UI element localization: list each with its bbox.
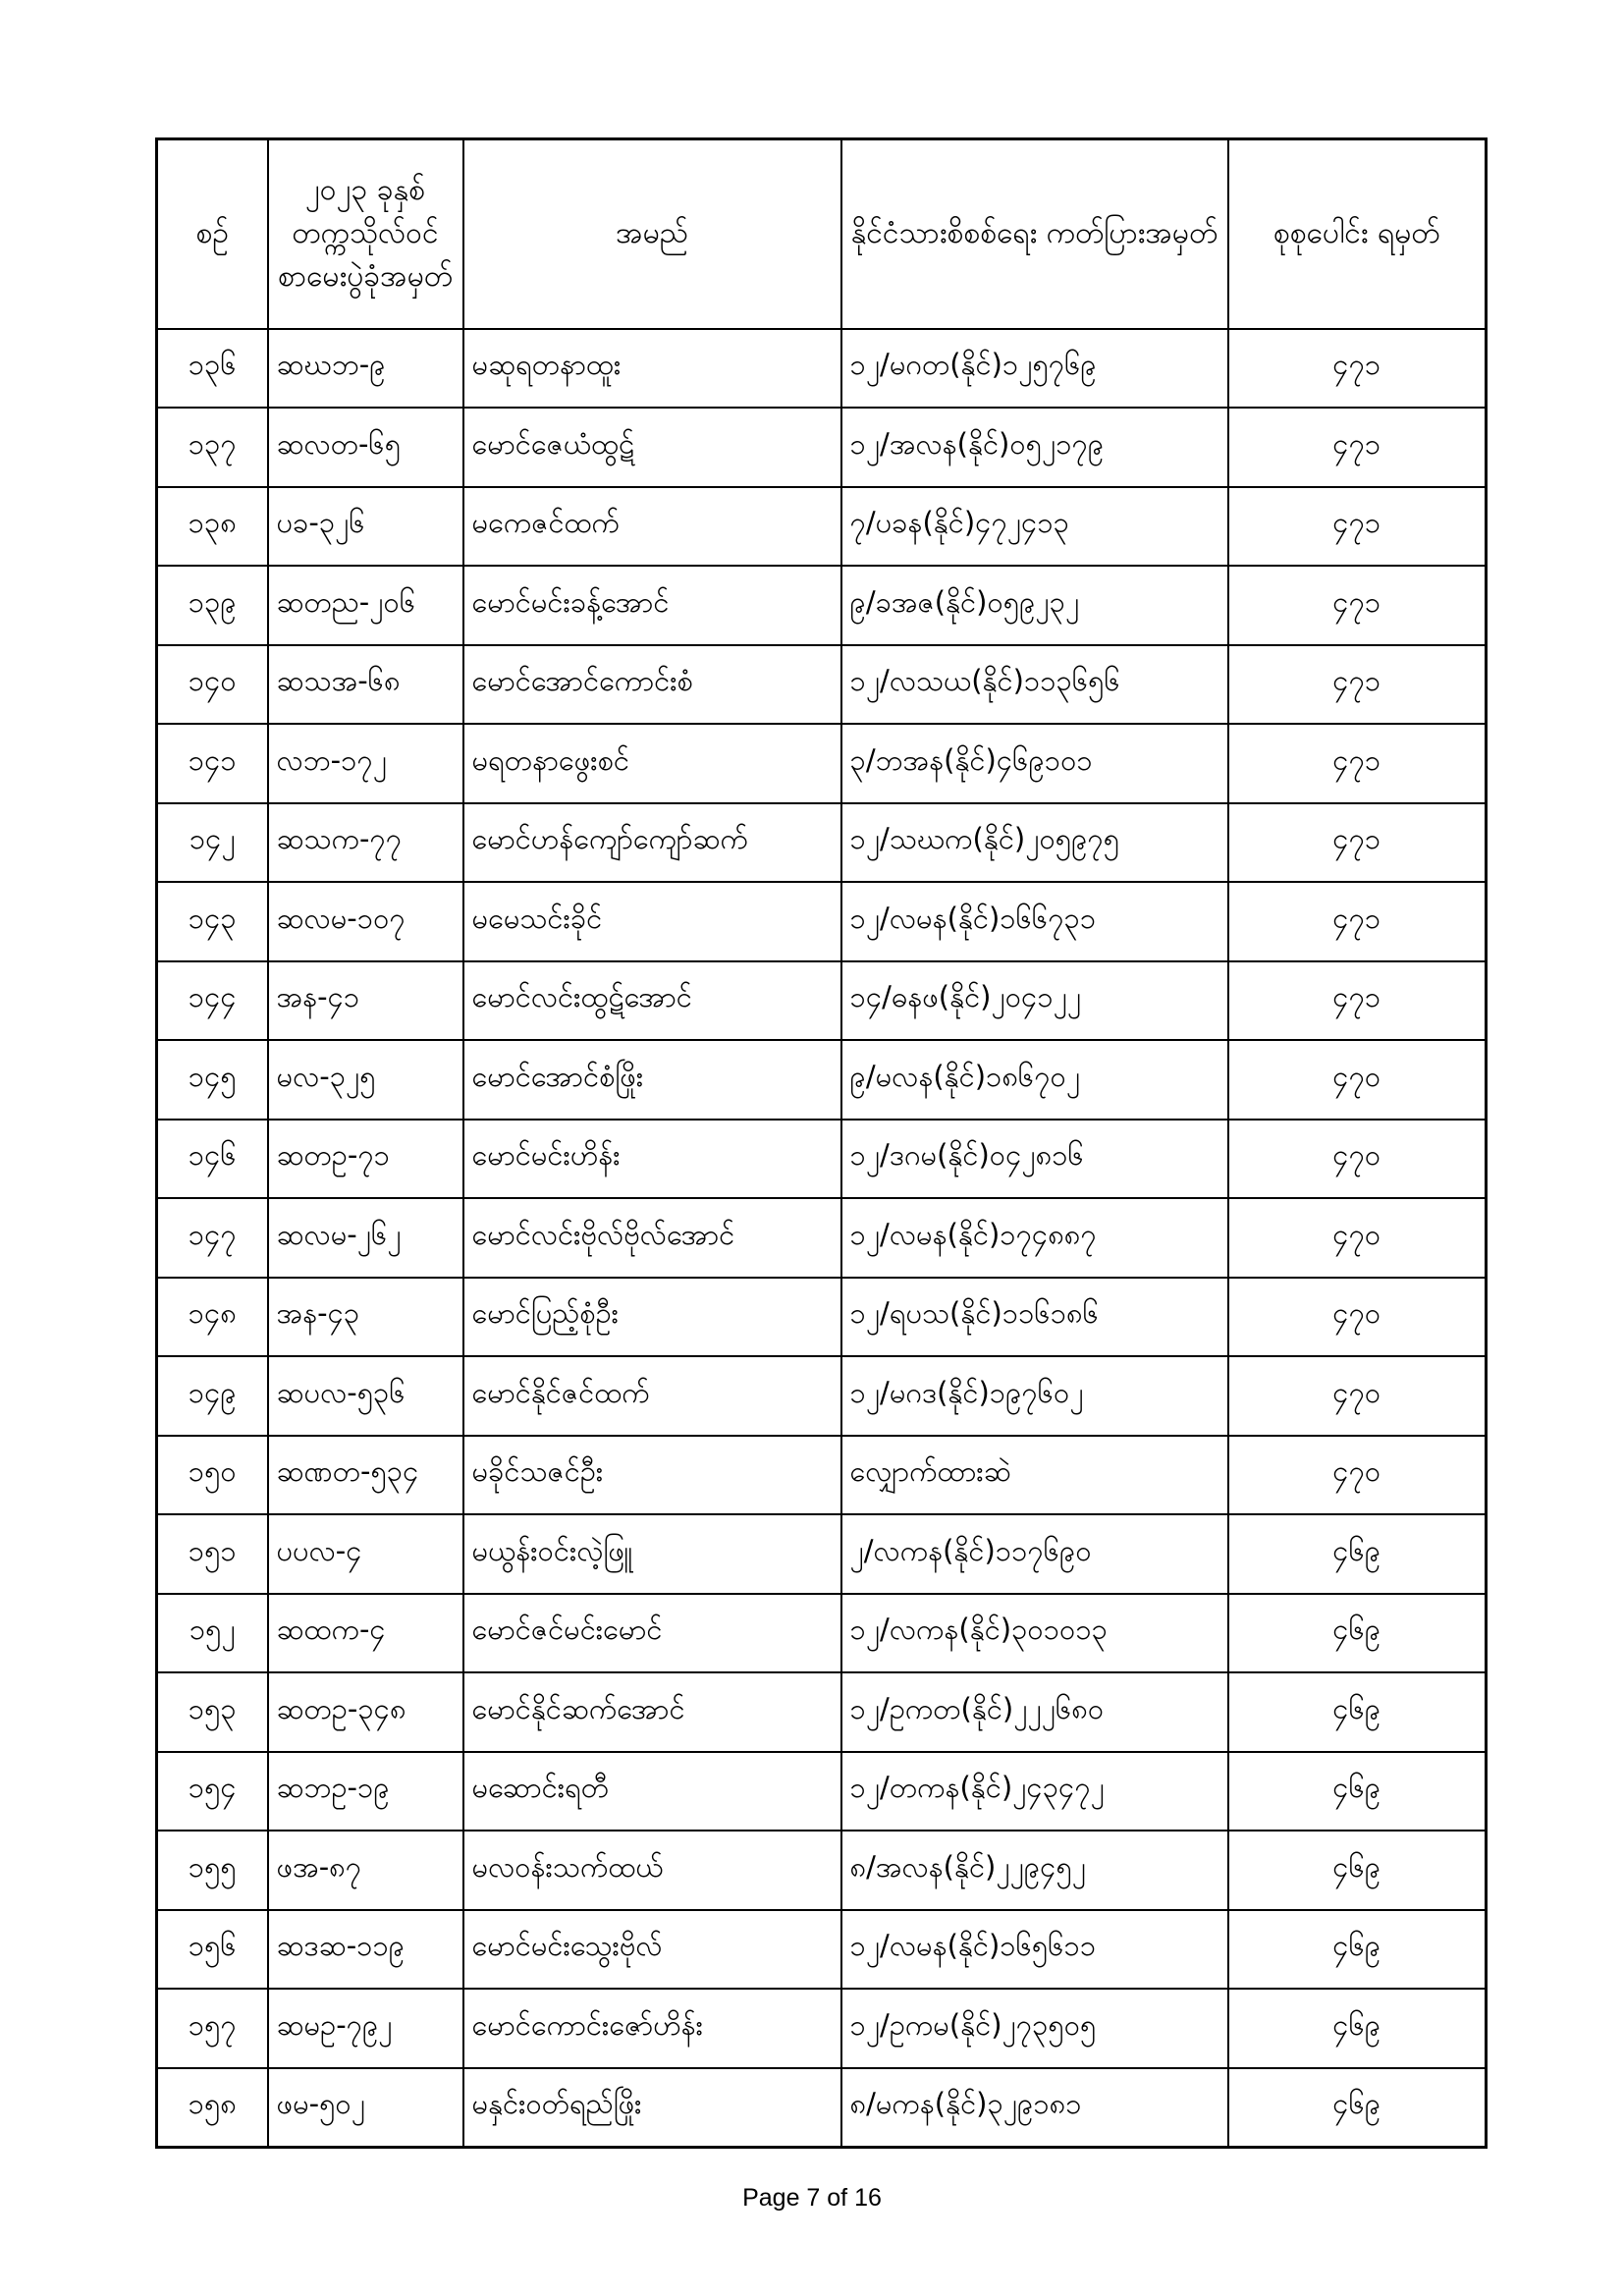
cell-serial-no: ၁၅၃ [157,1672,268,1752]
cell-nrc-no: ၁၂/လမန(နိုင်)၁၆၅၆၁၁ [841,1910,1228,1990]
cell-exam-roll-no: ဆလမ-၁၀၇ [268,882,463,961]
cell-nrc-no: ၈/အလန(နိုင်)၂၂၉၄၅၂ [841,1831,1228,1910]
cell-total-marks: ၄၇၁ [1228,724,1487,803]
header-nrc-no: နိုင်ငံသားစိစစ်ရေး ကတ်ပြားအမှတ် [841,139,1228,329]
cell-exam-roll-no: ဆထက-၄ [268,1594,463,1673]
header-serial-no: စဉ် [157,139,268,329]
cell-nrc-no: ၁၂/ဥကမ(နိုင်)၂၇၃၅၀၅ [841,1989,1228,2068]
cell-name: မောင်ဇင်မင်းမောင် [463,1594,841,1673]
cell-serial-no: ၁၄၅ [157,1040,268,1120]
table-row [157,1278,1487,1357]
cell-nrc-no: ၉/ခအဇ(နိုင်)၀၅၉၂၃၂ [841,566,1228,645]
table-row [157,2068,1487,2148]
page-number: Page 7 of 16 [742,2184,882,2212]
cell-nrc-no: ၈/မကန(နိုင်)၃၂၉၁၈၁ [841,2068,1228,2148]
table-body [157,329,1487,2148]
cell-nrc-no: ၁၂/ဥကတ(နိုင်)၂၂၂၆၈၀ [841,1672,1228,1752]
cell-exam-roll-no: ဆမဥ-၇၉၂ [268,1989,463,2068]
cell-serial-no: ၁၄၄ [157,961,268,1041]
cell-total-marks: ၄၇၀ [1228,1198,1487,1278]
cell-serial-no: ၁၃၆ [157,329,268,409]
cell-nrc-no: ၃/ဘအန(နိုင်)၄၆၉၁၀၁ [841,724,1228,803]
table-row [157,1989,1487,2068]
cell-total-marks: ၄၇၁ [1228,645,1487,725]
cell-serial-no: ၁၅၄ [157,1752,268,1831]
cell-exam-roll-no: ဆသအ-၆၈ [268,645,463,725]
cell-exam-roll-no: ဆဘဥ-၁၉ [268,1752,463,1831]
cell-serial-no: ၁၃၇ [157,408,268,487]
cell-total-marks: ၄၇၀ [1228,1278,1487,1357]
cell-exam-roll-no: ဆတဥ-၇၁ [268,1120,463,1199]
cell-serial-no: ၁၅၁ [157,1514,268,1594]
table-row [157,329,1487,409]
cell-total-marks: ၄၆၉ [1228,1752,1487,1831]
cell-name: မောင်မင်းသွေးဗိုလ် [463,1910,841,1990]
cell-nrc-no: ၁၂/လမန(နိုင်)၁၇၄၈၈၇ [841,1198,1228,1278]
cell-nrc-no: ၉/မလန(နိုင်)၁၈၆၇၀၂ [841,1040,1228,1120]
cell-total-marks: ၄၆၉ [1228,1910,1487,1990]
cell-serial-no: ၁၄၉ [157,1356,268,1436]
cell-serial-no: ၁၄၇ [157,1198,268,1278]
cell-nrc-no: လျှောက်ထားဆဲ [841,1436,1228,1515]
table-row [157,645,1487,725]
cell-name: မောင်နိုင်ဆက်အောင် [463,1672,841,1752]
cell-serial-no: ၁၅၆ [157,1910,268,1990]
cell-total-marks: ၄၆၉ [1228,1831,1487,1910]
table-row [157,1910,1487,1990]
cell-serial-no: ၁၄၆ [157,1120,268,1199]
table-row [157,961,1487,1041]
cell-total-marks: ၄၆၉ [1228,1514,1487,1594]
cell-nrc-no: ၁၂/အလန(နိုင်)၀၅၂၁၇၉ [841,408,1228,487]
cell-serial-no: ၁၅၀ [157,1436,268,1515]
table-row [157,487,1487,567]
cell-name: မောင်အောင်စံဖြိုး [463,1040,841,1120]
cell-total-marks: ၄၆၉ [1228,1672,1487,1752]
table-row [157,408,1487,487]
cell-exam-roll-no: ဆဏတ-၅၃၄ [268,1436,463,1515]
cell-serial-no: ၁၄၃ [157,882,268,961]
cell-name: မမေသင်းခိုင် [463,882,841,961]
cell-name: မဆောင်းရတီ [463,1752,841,1831]
table-row [157,1436,1487,1515]
table-row [157,882,1487,961]
cell-total-marks: ၄၇၁ [1228,882,1487,961]
cell-exam-roll-no: လဘ-၁၇၂ [268,724,463,803]
cell-serial-no: ၁၅၅ [157,1831,268,1910]
cell-total-marks: ၄၆၉ [1228,1594,1487,1673]
cell-exam-roll-no: မလ-၃၂၅ [268,1040,463,1120]
cell-total-marks: ၄၇၁ [1228,803,1487,883]
table-row [157,566,1487,645]
cell-exam-roll-no: ဆလတ-၆၅ [268,408,463,487]
cell-name: မောင်ဟန်ကျော်ကျော်ဆက် [463,803,841,883]
cell-name: မယွန်းဝင်းလဲ့ဖြူ [463,1514,841,1594]
cell-nrc-no: ၂/လကန(နိုင်)၁၁၇၆၉၀ [841,1514,1228,1594]
cell-total-marks: ၄၇၀ [1228,1040,1487,1120]
cell-nrc-no: ၁၂/ရပသ(နိုင်)၁၁၆၁၈၆ [841,1278,1228,1357]
cell-name: မရတနာဖွေးစင် [463,724,841,803]
cell-nrc-no: ၁၂/လမန(နိုင်)၁၆၆၇၃၁ [841,882,1228,961]
table-row [157,724,1487,803]
cell-nrc-no: ၁၂/မဂဒ(နိုင်)၁၉၇၆၀၂ [841,1356,1228,1436]
cell-nrc-no: ၁၂/လကန(နိုင်)၃၀၁၀၁၃ [841,1594,1228,1673]
cell-serial-no: ၁၄၀ [157,645,268,725]
cell-serial-no: ၁၅၇ [157,1989,268,2068]
header-total-marks: စုစုပေါင်း ရမှတ် [1228,139,1487,329]
table-row [157,1040,1487,1120]
table-row [157,803,1487,883]
cell-total-marks: ၄၆၉ [1228,1989,1487,2068]
cell-exam-roll-no: အန-၄၃ [268,1278,463,1357]
table-row [157,1356,1487,1436]
cell-serial-no: ၁၄၂ [157,803,268,883]
header-exam-roll-no: ၂၀၂၃ ခုနှစ် တက္ကသိုလ်ဝင် စာမေးပွဲခုံအမှတ် [268,139,463,329]
cell-exam-roll-no: ဖအ-၈၇ [268,1831,463,1910]
cell-exam-roll-no: ဆပလ-၅၃၆ [268,1356,463,1436]
cell-exam-roll-no: ဆသက-၇၇ [268,803,463,883]
cell-exam-roll-no: ဆလမ-၂၆၂ [268,1198,463,1278]
cell-nrc-no: ၁၂/သဃက(နိုင်)၂၀၅၉၇၅ [841,803,1228,883]
header-name: အမည် [463,139,841,329]
cell-name: မကေဇင်ထက် [463,487,841,567]
cell-exam-roll-no: ဆတဥ-၃၄၈ [268,1672,463,1752]
cell-serial-no: ၁၃၉ [157,566,268,645]
cell-nrc-no: ၁၂/ဒဂမ(နိုင်)၀၄၂၈၁၆ [841,1120,1228,1199]
table-row [157,1831,1487,1910]
cell-name: မောင်ပြည့်စုံဦး [463,1278,841,1357]
cell-total-marks: ၄၇၀ [1228,1436,1487,1515]
cell-serial-no: ၁၅၈ [157,2068,268,2148]
cell-name: မောင်လင်းထွဋ်အောင် [463,961,841,1041]
cell-nrc-no: ၇/ပခန(နိုင်)၄၇၂၄၁၃ [841,487,1228,567]
cell-exam-roll-no: ဆတည-၂၀၆ [268,566,463,645]
table-row [157,1120,1487,1199]
table-header-row [157,139,1487,329]
cell-serial-no: ၁၄၁ [157,724,268,803]
cell-name: မောင်မင်းခန့်အောင် [463,566,841,645]
table-row [157,1198,1487,1278]
table-row [157,1672,1487,1752]
cell-name: မောင်မင်းဟိန်း [463,1120,841,1199]
cell-exam-roll-no: အန-၄၁ [268,961,463,1041]
cell-name: မနှင်းဝတ်ရည်ဖြိုး [463,2068,841,2148]
cell-name: မောင်ဇေယံထွဋ် [463,408,841,487]
table-row [157,1752,1487,1831]
cell-exam-roll-no: ဆဒဆ-၁၁၉ [268,1910,463,1990]
cell-total-marks: ၄၇၁ [1228,487,1487,567]
cell-name: မောင်နိုင်ဇင်ထက် [463,1356,841,1436]
cell-total-marks: ၄၇၀ [1228,1356,1487,1436]
cell-total-marks: ၄၇၁ [1228,566,1487,645]
cell-total-marks: ၄၇၁ [1228,408,1487,487]
cell-exam-roll-no: ဖမ-၅၀၂ [268,2068,463,2148]
cell-name: မောင်အောင်ကောင်းစံ [463,645,841,725]
cell-total-marks: ၄၆၉ [1228,2068,1487,2148]
cell-name: မခိုင်သဇင်ဦး [463,1436,841,1515]
cell-nrc-no: ၁၂/မဂတ(နိုင်)၁၂၅၇၆၉ [841,329,1228,409]
table-row [157,1594,1487,1673]
cell-nrc-no: ၁၂/လသယ(နိုင်)၁၁၃၆၅၆ [841,645,1228,725]
cell-serial-no: ၁၅၂ [157,1594,268,1673]
cell-name: မလဝန်းသက်ထယ် [463,1831,841,1910]
cell-exam-roll-no: ပပလ-၄ [268,1514,463,1594]
cell-total-marks: ၄၇၀ [1228,1120,1487,1199]
cell-nrc-no: ၁၂/တကန(နိုင်)၂၄၃၄၇၂ [841,1752,1228,1831]
cell-serial-no: ၁၄၈ [157,1278,268,1357]
results-table [155,137,1488,2149]
cell-serial-no: ၁၃၈ [157,487,268,567]
cell-total-marks: ၄၇၁ [1228,329,1487,409]
table-row [157,1514,1487,1594]
cell-name: မောင်လင်းဗိုလ်ဗိုလ်အောင် [463,1198,841,1278]
cell-exam-roll-no: ပခ-၃၂၆ [268,487,463,567]
cell-name: မဆုရတနာထူး [463,329,841,409]
cell-exam-roll-no: ဆဃဘ-၉ [268,329,463,409]
cell-name: မောင်ကောင်းဇော်ဟိန်း [463,1989,841,2068]
cell-nrc-no: ၁၄/ဓနဖ(နိုင်)၂၀၄၁၂၂ [841,961,1228,1041]
cell-total-marks: ၄၇၁ [1228,961,1487,1041]
